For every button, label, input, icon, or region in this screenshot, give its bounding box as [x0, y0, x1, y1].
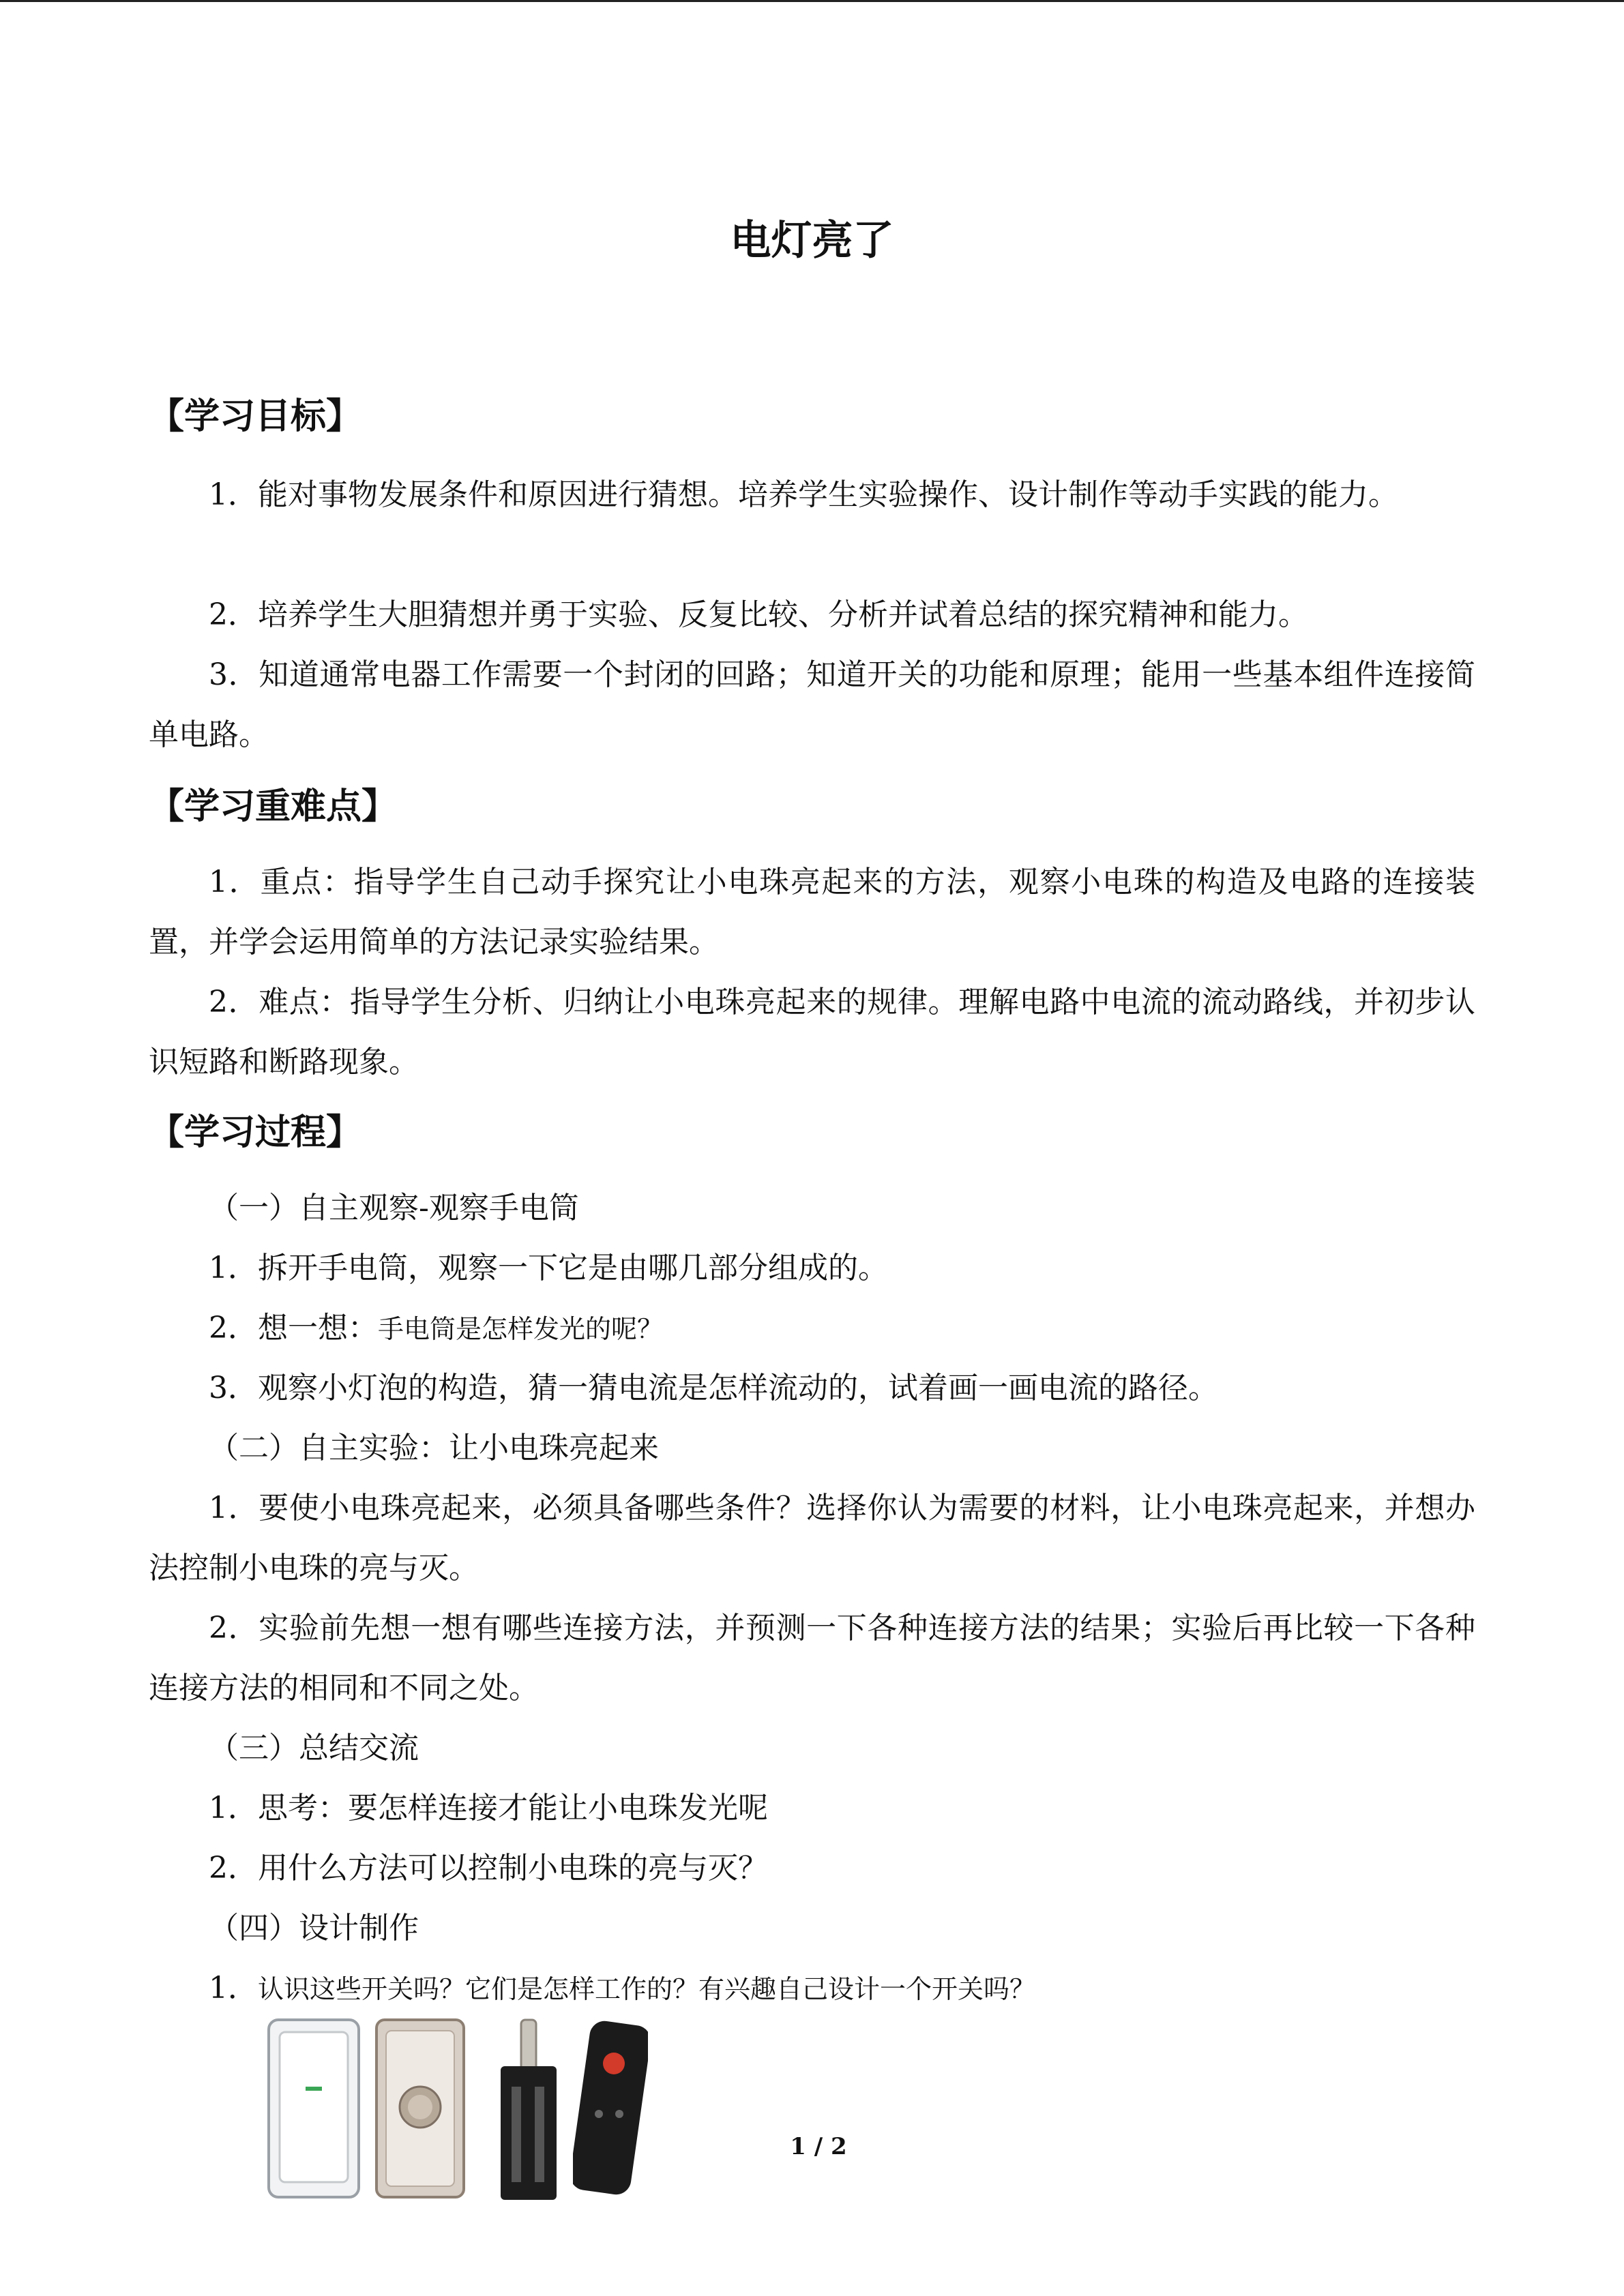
- process-sub-1: （一）自主观察-观察手电筒: [209, 1191, 579, 1225]
- page-title: 电灯亮了: [730, 217, 894, 265]
- process-sub-2: （二）自主实验：让小电珠亮起来: [209, 1431, 659, 1465]
- goal-item-1-text: 1．能对事物发展条件和原因进行猜想。培养学生实验操作、设计制作等动手实践的能力。: [209, 477, 1398, 512]
- goal-item-2-text: 2．培养学生大胆猜想并勇于实验、反复比较、分析并试着总结的探究精神和能力。: [209, 597, 1308, 632]
- page-number: 1 / 2: [790, 2133, 847, 2160]
- section-heading-goals: 【学习目标】: [149, 396, 362, 437]
- process-4-item-1-label: 1．: [209, 1971, 258, 2006]
- slide-switch-image: [498, 2018, 559, 2203]
- key-point-1: [149, 852, 1475, 972]
- process-4-item-1-text: 认识这些开关吗？它们是怎样工作的？有兴趣自己设计一个开关吗？: [258, 1974, 1036, 2004]
- wall-switch-image: [267, 2018, 360, 2198]
- process-2-item-1-text: 1．要使小电珠亮起来，必须具备哪些条件？选择你认为需要的材料，让小电珠亮起来，并想办法控制小电珠的亮与灭。: [149, 1491, 1475, 1585]
- process-2-item-2: [149, 1598, 1475, 1718]
- process-1-item-2-label: 2．想一想：: [209, 1311, 378, 1345]
- key-point-2-text: 2．难点：指导学生分析、归纳让小电珠亮起来的规律。理解电路中电流的流动路线，并初步认识短路和断路现象。: [149, 985, 1475, 1079]
- key-point-1-text: 1．重点：指导学生自己动手探究让小电珠亮起来的方法，观察小电珠的构造及电路的连接装置，并学会运用简单的方法记录实验结果。: [149, 865, 1475, 959]
- goal-item-1: [149, 465, 1475, 525]
- process-3-item-2: 2．用什么方法可以控制小电珠的亮与灭？: [209, 1851, 768, 1885]
- process-1-item-1: 1．拆开手电筒，观察一下它是由哪几部分组成的。: [209, 1251, 888, 1285]
- process-2-item-1: [149, 1478, 1475, 1598]
- section-heading-key-points: 【学习重难点】: [149, 786, 398, 827]
- goal-item-3-text: 3．知道通常电器工作需要一个封闭的回路；知道开关的功能和原理；能用一些基本组件连接简单电路。: [149, 657, 1475, 752]
- goal-item-3: [149, 645, 1475, 765]
- process-1-item-2: [209, 1298, 663, 1359]
- process-1-item-2-text: 手电筒是怎样发光的呢？: [378, 1314, 664, 1344]
- process-4-item-1: [209, 1958, 1035, 2019]
- process-sub-3: （三）总结交流: [209, 1731, 419, 1765]
- goal-item-2: [149, 585, 1475, 645]
- process-3-item-1: 1．思考：要怎样连接才能让小电珠发光呢: [209, 1791, 768, 1825]
- process-2-item-2-text: 2．实验前先想一想有哪些连接方法，并预测一下各种连接方法的结果；实验后再比较一下各种连接方法的相同和不同之处。: [149, 1611, 1475, 1705]
- process-sub-4: （四）设计制作: [209, 1911, 419, 1945]
- dimmer-switch-image: [375, 2018, 465, 2198]
- key-point-2: [149, 972, 1475, 1092]
- page-top-border: [0, 0, 1624, 2]
- remote-switch-image: [573, 2018, 648, 2198]
- section-heading-process: 【学习过程】: [149, 1112, 362, 1153]
- process-1-item-3: 3．观察小灯泡的构造，猜一猜电流是怎样流动的，试着画一画电流的路径。: [209, 1371, 1218, 1405]
